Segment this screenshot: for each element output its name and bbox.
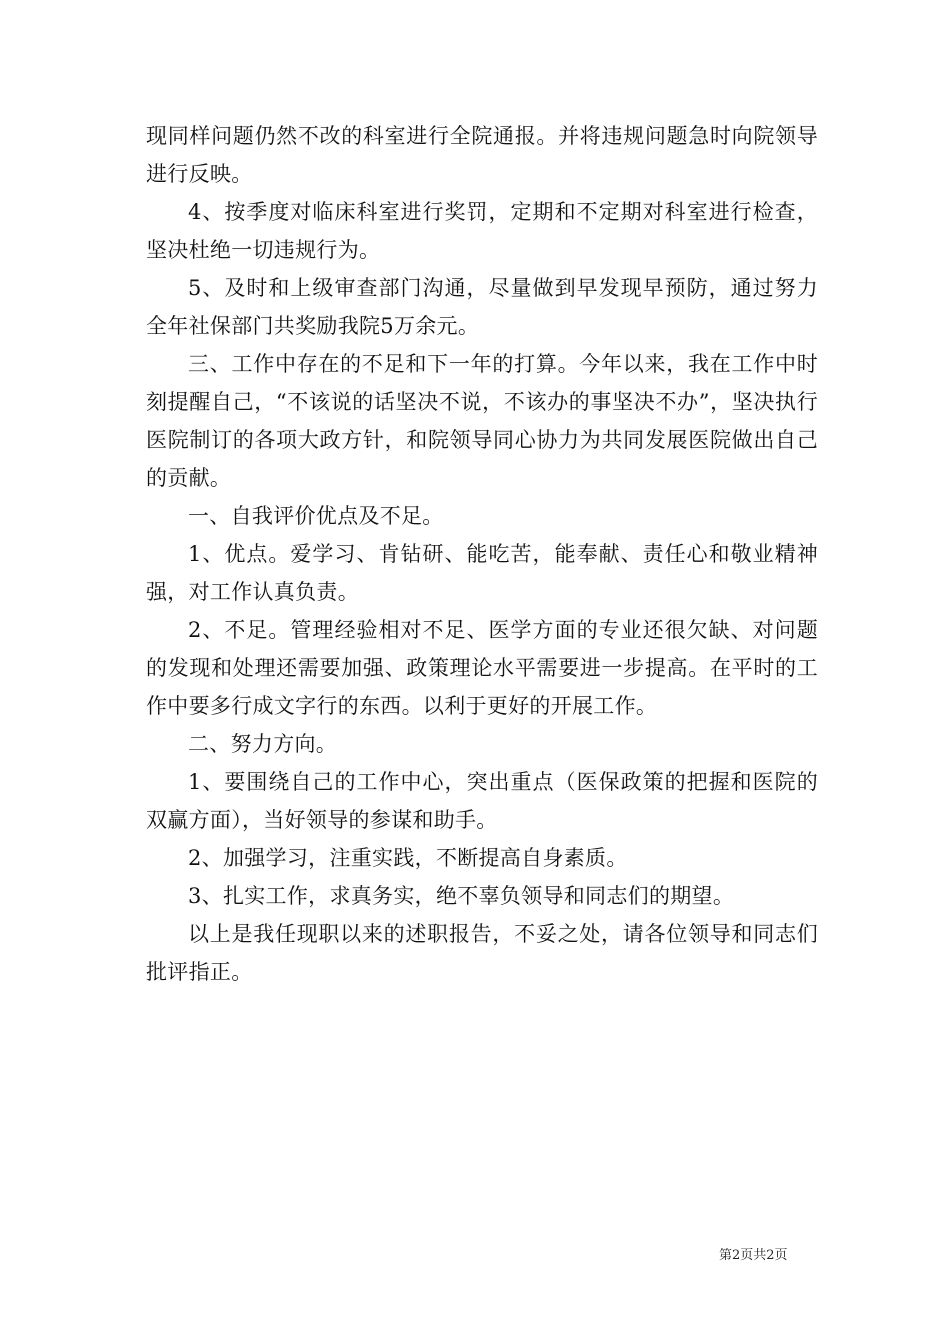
document-body	[146, 117, 818, 991]
paragraph-strengths: 1、优点。爱学习、肯钻研、能吃苦，能奉献、责任心和敬业精神强，对工作认真负责。	[146, 542, 818, 604]
page-number-footer: 第2页共2页	[719, 1248, 788, 1263]
paragraph-direction-3: 3、扎实工作，求真务实，绝不辜负领导和同志们的期望。	[188, 884, 735, 908]
paragraph-weaknesses: 2、不足。管理经验相对不足、医学方面的专业还很欠缺、对问题的发现和处理还需要加强、政策理论水平需要进一步提高。在平时的工作中要多行成文字行的东西。以利于更好的开展工作。	[146, 618, 818, 718]
paragraph-direction-2: 2、加强学习，注重实践，不断提高自身素质。	[188, 846, 628, 870]
paragraph-direction-1: 1、要围绕自己的工作中心，突出重点（医保政策的把握和医院的双赢方面），当好领导的参谋和助手。	[146, 770, 818, 832]
paragraph-item-4: 4、按季度对临床科室进行奖罚，定期和不定期对科室进行检查，坚决杜绝一切违规行为。	[146, 200, 818, 262]
paragraph-closing: 以上是我任现职以来的述职报告，不妥之处，请各位领导和同志们批评指正。	[146, 922, 818, 984]
paragraph-section-three: 三、工作中存在的不足和下一年的打算。今年以来，我在工作中时刻提醒自己，“不该说的话坚决不说，不该办的事坚决不办”，坚决执行医院制订的各项大政方针，和院领导同心协力为共同发展医院做出自己的贡献。	[146, 352, 818, 490]
paragraph-self-evaluation-heading: 一、自我评价优点及不足。	[188, 504, 444, 528]
paragraph-direction-heading: 二、努力方向。	[188, 732, 338, 756]
paragraph-continuation: 现同样问题仍然不改的科室进行全院通报。并将违规问题急时向院领导进行反映。	[146, 124, 818, 186]
paragraph-item-5: 5、及时和上级审查部门沟通，尽量做到早发现早预防，通过努力全年社保部门共奖励我院5万余元。	[146, 276, 818, 338]
